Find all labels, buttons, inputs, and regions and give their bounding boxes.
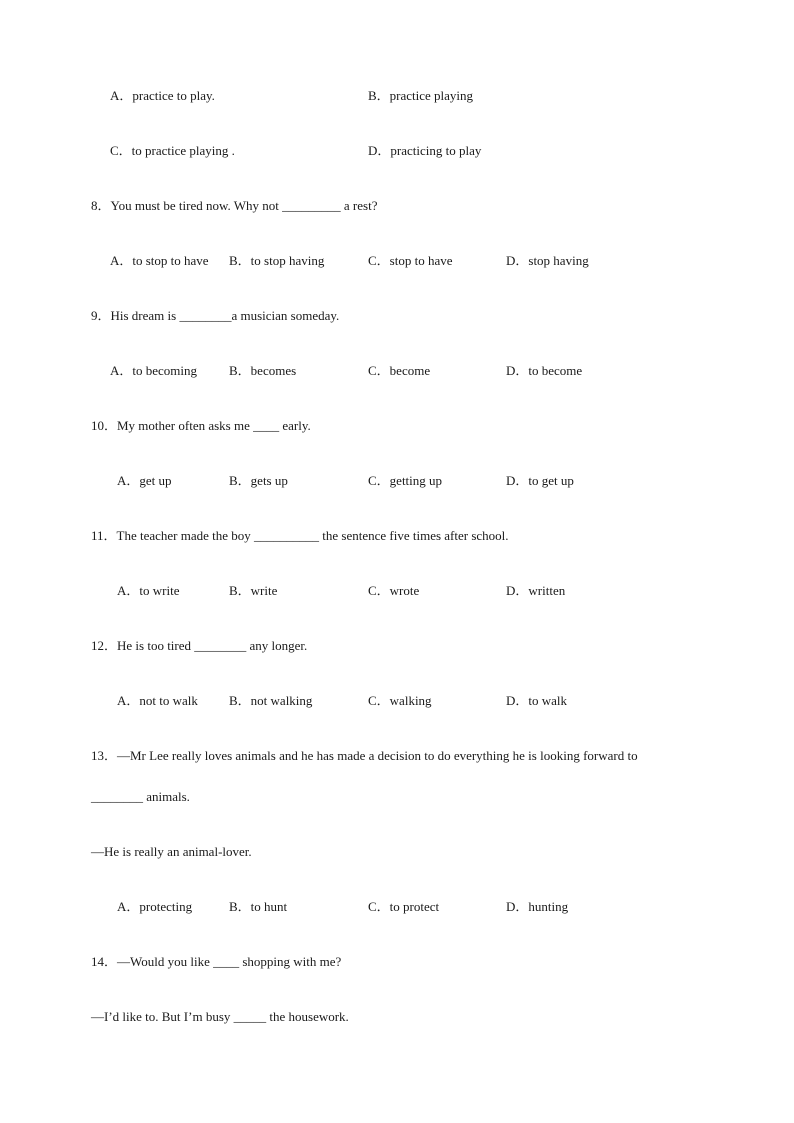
q13-option-b: B．to hunt	[229, 899, 288, 914]
question-13-text-line1: 13．—Mr Lee really loves animals and he has made a decision to do everything he is looking forward to	[91, 748, 638, 763]
q12-option-d: D．to walk	[506, 693, 568, 708]
q13-option-c: C．to protect	[368, 899, 440, 914]
q10-option-a: A．get up	[117, 473, 172, 488]
q12-option-c: C．walking	[368, 693, 432, 708]
q7-option-a: A．practice to play.	[110, 88, 215, 103]
q7-option-d: D．practicing to play	[368, 143, 482, 158]
q8-option-d: D．stop having	[506, 253, 589, 268]
question-8-text: 8．You must be tired now. Why not _________ a rest?	[91, 198, 378, 213]
question-13-reply: —He is really an animal-lover.	[91, 844, 252, 859]
q13-option-d: D．hunting	[506, 899, 569, 914]
q13-option-a: A．protecting	[117, 899, 193, 914]
question-11-text: 11．The teacher made the boy __________ the sentence five times after school.	[91, 528, 509, 543]
q9-option-c: C．become	[368, 363, 431, 378]
q9-option-d: D．to become	[506, 363, 583, 378]
question-10-text: 10．My mother often asks me ____ early.	[91, 418, 311, 433]
q7-option-c: C．to practice playing .	[110, 143, 235, 158]
q10-option-b: B．gets up	[229, 473, 288, 488]
q11-option-b: B．write	[229, 583, 278, 598]
q8-option-c: C．stop to have	[368, 253, 453, 268]
q10-option-c: C．getting up	[368, 473, 443, 488]
question-14-text: 14．—Would you like ____ shopping with me?	[91, 954, 342, 969]
q10-option-d: D．to get up	[506, 473, 574, 488]
q8-option-b: B．to stop having	[229, 253, 325, 268]
q12-option-a: A．not to walk	[117, 693, 198, 708]
q11-option-d: D．written	[506, 583, 566, 598]
question-13-text-line2: ________ animals.	[91, 789, 190, 804]
question-12-text: 12．He is too tired ________ any longer.	[91, 638, 308, 653]
q7-option-b: B．practice playing	[368, 88, 474, 103]
question-14-reply: —I’d like to. But I’m busy _____ the housework.	[91, 1009, 349, 1024]
q11-option-a: A．to write	[117, 583, 180, 598]
q9-option-b: B．becomes	[229, 363, 297, 378]
question-9-text: 9．His dream is ________a musician someday.	[91, 308, 340, 323]
q9-option-a: A．to becoming	[110, 363, 198, 378]
q8-option-a: A．to stop to have	[110, 253, 209, 268]
q11-option-c: C．wrote	[368, 583, 420, 598]
q12-option-b: B．not walking	[229, 693, 313, 708]
